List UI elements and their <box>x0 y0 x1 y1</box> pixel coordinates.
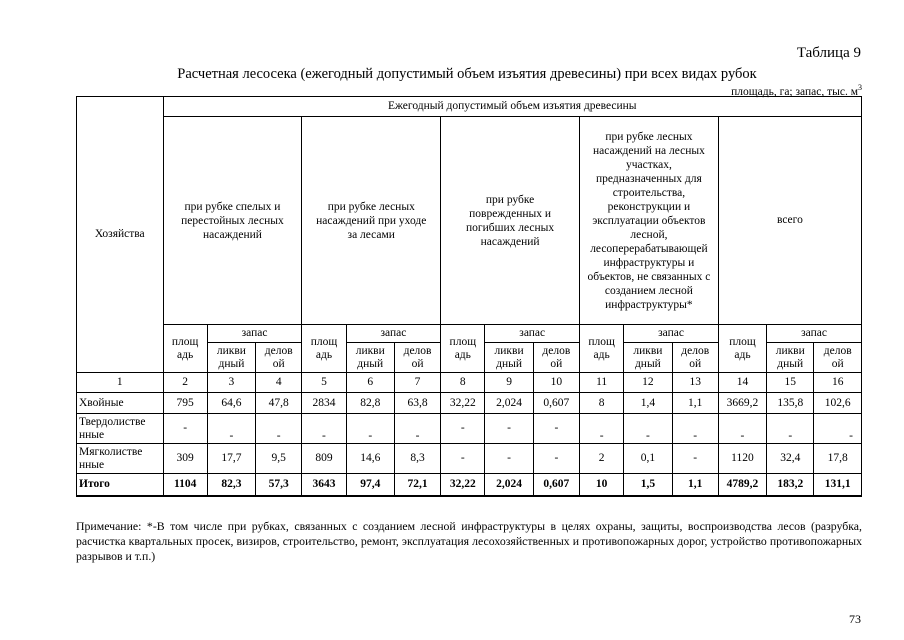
row-name-line: нные <box>79 428 105 441</box>
column-number: 10 <box>533 373 579 393</box>
annual-volume-header: Ежегодный допустимый объем изъятия древесины <box>163 97 861 117</box>
column-number: 1 <box>77 373 164 393</box>
table-cell: - <box>533 414 579 444</box>
liquid-header: ликви дный <box>624 343 672 373</box>
column-number: 8 <box>441 373 485 393</box>
table-cell: - <box>814 414 862 444</box>
area-header: площ адь <box>302 325 346 373</box>
column-number: 16 <box>814 373 862 393</box>
table-cell: 135,8 <box>767 393 814 414</box>
table-cell: - <box>346 414 394 444</box>
table-cell: 64,6 <box>207 393 255 414</box>
table-cell: 17,8 <box>814 444 862 474</box>
table-cell: - <box>624 414 672 444</box>
area-header: площ адь <box>441 325 485 373</box>
units-text: площадь, га; запас, тыс. м <box>731 85 858 98</box>
row-name-line: нные <box>79 458 105 471</box>
group-header-mature: при рубке спелых и перестойных лесных насаждений <box>163 117 302 325</box>
group-header-total: всего <box>718 117 861 325</box>
column-number: 13 <box>672 373 718 393</box>
table-cell: - <box>207 414 255 444</box>
table-cell: 1104 <box>163 474 207 496</box>
stock-header: запас <box>346 325 441 343</box>
column-number: 6 <box>346 373 394 393</box>
table-cell: - <box>533 444 579 474</box>
total-row <box>77 474 862 496</box>
table-cell: 17,7 <box>207 444 255 474</box>
liquid-header: ликви дный <box>485 343 533 373</box>
table-cell: 63,8 <box>394 393 440 414</box>
allowable-cut-table <box>76 96 862 497</box>
stock-header: запас <box>207 325 302 343</box>
table-cell: 2,024 <box>485 474 533 496</box>
liquid-header: ликви дный <box>767 343 814 373</box>
table-cell: - <box>672 414 718 444</box>
row-name-line: Твердолистве <box>79 415 146 428</box>
table-row <box>77 414 862 444</box>
column-number: 15 <box>767 373 814 393</box>
table-cell: - <box>672 444 718 474</box>
column-number: 9 <box>485 373 533 393</box>
group-header-care: при рубке лесных насаждений при уходе за лесами <box>302 117 441 325</box>
table-cell: 14,6 <box>346 444 394 474</box>
column-number: 2 <box>163 373 207 393</box>
units-superscript: 3 <box>858 83 862 92</box>
liquid-header: ликви дный <box>346 343 394 373</box>
table-cell: 2834 <box>302 393 346 414</box>
table-cell: 8 <box>580 393 624 414</box>
table-cell: - <box>302 414 346 444</box>
column-number: 4 <box>256 373 302 393</box>
table-cell: 1,5 <box>624 474 672 496</box>
table-cell: 809 <box>302 444 346 474</box>
table-cell: 0,607 <box>533 393 579 414</box>
table-cell: 0,1 <box>624 444 672 474</box>
table-cell: 8,3 <box>394 444 440 474</box>
timber-header: делов ой <box>533 343 579 373</box>
table-cell: 3669,2 <box>718 393 766 414</box>
group-header-damaged: при рубке поврежденных и погибших лесных насаждений <box>441 117 580 325</box>
table-cell: 32,22 <box>441 393 485 414</box>
timber-header: делов ой <box>394 343 440 373</box>
timber-header: делов ой <box>256 343 302 373</box>
table-cell: 82,8 <box>346 393 394 414</box>
table-cell: - <box>441 444 485 474</box>
column-number: 14 <box>718 373 766 393</box>
table-cell: 795 <box>163 393 207 414</box>
timber-header: делов ой <box>672 343 718 373</box>
table-cell: 82,3 <box>207 474 255 496</box>
table-cell: 2,024 <box>485 393 533 414</box>
table-cell: - <box>580 414 624 444</box>
group-header-infrastructure: при рубке лесных насаждений на лесных участках, предназначенных для строительства, реконструкции и эксплуатации объектов лесной, лесоперерабатывающей инфраструктуры и объектов, не связанных с созданием лесной инфраструктуры* <box>580 117 719 325</box>
table-cell: - <box>718 414 766 444</box>
column-number: 12 <box>624 373 672 393</box>
table-cell: 32,4 <box>767 444 814 474</box>
table-row <box>77 444 862 474</box>
row-name <box>77 444 164 474</box>
table-label: Таблица 9 <box>796 45 861 61</box>
table-cell: 9,5 <box>256 444 302 474</box>
table-cell: 1,4 <box>624 393 672 414</box>
farm-header: Хозяйства <box>77 97 164 373</box>
footnote: Примечание: *-В том числе при рубках, связанных с созданием лесной инфраструктуры в целях охраны, защиты, воспроизводства лесов (разрубка, расчистка квартальных просек, визиров, строительство, ремонт, эксплуатация лесохозяйственных и противопожарных дорог, устройство противопожарных разрывов и т.п.) <box>76 519 862 563</box>
table-cell: 183,2 <box>767 474 814 496</box>
table-cell: 102,6 <box>814 393 862 414</box>
table-cell: 57,3 <box>256 474 302 496</box>
table-cell: - <box>441 414 485 444</box>
table-cell: - <box>163 414 207 444</box>
table-cell: 1120 <box>718 444 766 474</box>
table-cell: 97,4 <box>346 474 394 496</box>
row-name <box>77 414 164 444</box>
table-cell: 0,607 <box>533 474 579 496</box>
stock-header: запас <box>767 325 862 343</box>
stock-header: запас <box>485 325 580 343</box>
table-cell: - <box>767 414 814 444</box>
table-cell: 131,1 <box>814 474 862 496</box>
table-cell: 1,1 <box>672 393 718 414</box>
column-number-row <box>77 373 862 393</box>
liquid-header: ликви дный <box>207 343 255 373</box>
table-cell: 32,22 <box>441 474 485 496</box>
table-cell: - <box>485 414 533 444</box>
column-number: 11 <box>580 373 624 393</box>
area-header: площ адь <box>163 325 207 373</box>
column-number: 3 <box>207 373 255 393</box>
row-name-line: Мягколистве <box>79 445 143 458</box>
column-number: 5 <box>302 373 346 393</box>
row-name: Хвойные <box>77 393 164 414</box>
column-number: 7 <box>394 373 440 393</box>
area-header: площ адь <box>718 325 766 373</box>
table-cell: 1,1 <box>672 474 718 496</box>
table-cell: 2 <box>580 444 624 474</box>
table-cell: 10 <box>580 474 624 496</box>
area-header: площ адь <box>580 325 624 373</box>
table-cell: - <box>394 414 440 444</box>
table-cell: - <box>256 414 302 444</box>
table-cell: 47,8 <box>256 393 302 414</box>
table-cell: 72,1 <box>394 474 440 496</box>
table-cell: 4789,2 <box>718 474 766 496</box>
table-cell: 3643 <box>302 474 346 496</box>
table-title: Расчетная лесосека (ежегодный допустимый объем изъятия древесины) при всех видах рубок <box>177 66 757 82</box>
timber-header: делов ой <box>814 343 862 373</box>
table-cell: 309 <box>163 444 207 474</box>
table-cell: - <box>485 444 533 474</box>
row-name: Итого <box>77 474 164 496</box>
table-row <box>77 393 862 414</box>
page-number: 73 <box>849 612 861 626</box>
stock-header: запас <box>624 325 719 343</box>
